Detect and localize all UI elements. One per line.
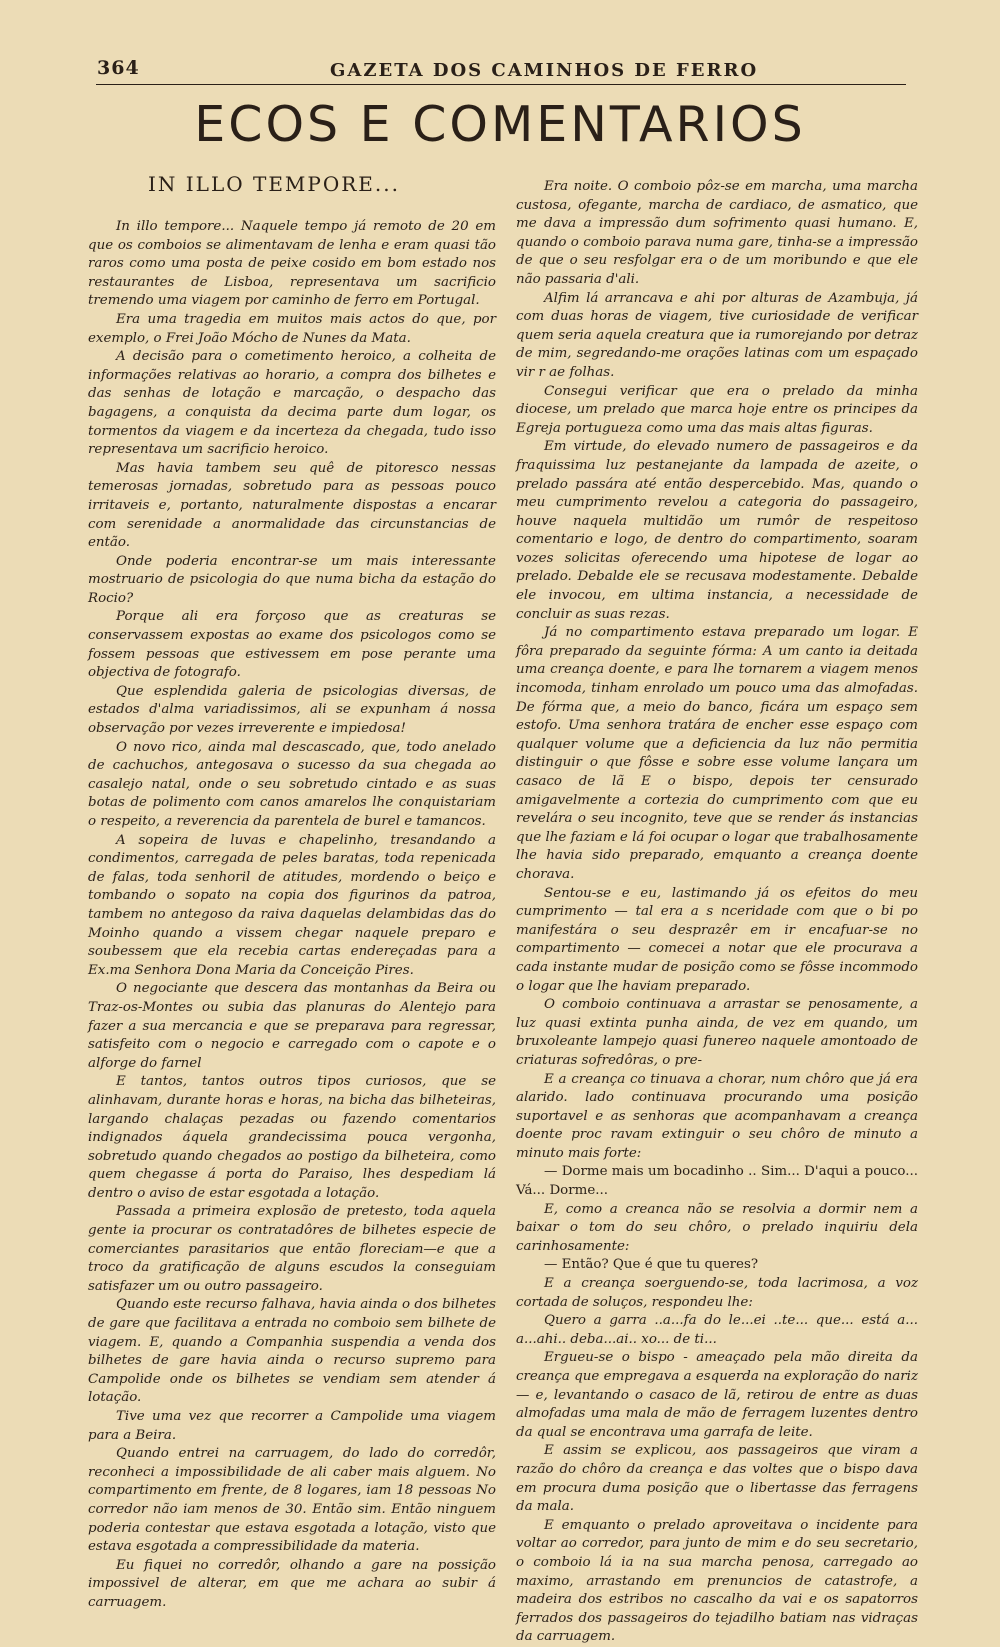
paragraph: O novo rico, ainda mal descascado, que, todo anelado de cachuchos, antegosava o sucesso da sua chegada ao casalejo natal, onde o seu sobretudo cintado e as suas botas de polimento com canos amarelos lhe conquistariam o respeito, a reverencia da parentela de burel e tamancos. [88, 739, 496, 829]
paragraph: Passada a primeira explosão de pretesto, toda aquela gente ia procurar os contratadôres de bilhetes especie de comerciantes parasitarios que então floreciam—e que a troco da gratificação de alguns escudos la conseguiam satisfazer um ou outro passageiro. [88, 1204, 496, 1294]
paragraph: Consegui verificar que era o prelado da minha diocese, um prelado que marca hoje entre os principes da Egreja portugueza como uma das mais altas figuras. [516, 383, 918, 436]
paragraph: Que esplendida galeria de psicologias diversas, de estados d'alma variadissimos, ali se expunham á nossa observação por vezes irreverente e impiedosa! [88, 683, 496, 737]
paragraph: E tantos, tantos outros tipos curiosos, que se alinhavam, durante horas e horas, na bicha das bilheteiras, largando chalaças pezadas ou fazendo comentarios indignados áquela grandecissima pouca vergonha, sobretudo quando chegados ao postigo da bilheteira, como quem chegasse á porta do Paraiso, lhes despediam lá dentro o aviso de estar esgotada a lotação. [88, 1074, 496, 1201]
running-head: GAZETA DOS CAMINHOS DE FERRO [330, 60, 759, 81]
paragraph: E a creança soerguendo-se, toda lacrimosa, a voz cortada de soluços, respondeu lhe: [516, 1276, 918, 1310]
header-rule [96, 84, 906, 85]
paragraph: E assim se explicou, aos passageiros que viram a razão do chôro da creança e das voltes que o bispo dava em procura duma posição que o libertasse das ferragens da mala. [516, 1443, 918, 1515]
paragraph: Tive uma vez que recorrer a Campolide uma viagem para a Beira. [88, 1409, 496, 1443]
paragraph: Sentou-se e eu, lastimando já os efeitos do meu cumprimento — tal era a s nceridade com que o bi po manifestára o seu desprazêr em ir encafuar-se no compartimento — comecei a notar que ele procurava a cada instante mudar de posição como se fôsse incommodo o logar que lhe haviam preparado. [516, 885, 918, 994]
article-title: IN ILLO TEMPORE... [148, 172, 400, 196]
paragraph: Quando entrei na carruagem, do lado do corredôr, reconheci a impossibilidade de ali caber mais alguem. No compartimento em frente, de 8 logares, iam 18 pessoas No corredor não iam menos de 30. Então sim. Então ninguem poderia contestar que estava esgotada a lotação, visto que estava esgotada a compressibilidade da materia. [88, 1446, 496, 1555]
paragraph: Mas havia tambem seu quê de pitoresco nessas temerosas jornadas, sobretudo para as pessoas pouco irritaveis e, portanto, naturalmente dispostas a encarar com serenidade a anormalidade das circunstancias de então. [88, 460, 496, 551]
paragraph: E emquanto o prelado aproveitava o incidente para voltar ao corredor, para junto de mim e do seu secretario, o comboio lá ia na sua marcha penosa, carregado ao maximo, arrastando em prenuncios de catastrofe, a madeira dos estribos no cascalho da vai e os sapatorros ferrados dos passageiros do tejadilho batiam nas vidraças da carruagem. [516, 1517, 918, 1645]
article-column-left [88, 172, 496, 1613]
paragraph: Já no compartimento estava preparado um logar. E fôra preparado da seguinte fórma: A um canto ia deitada uma creança doente, e para lhe tornarem a viagem menos incomoda, tinham enrolado um pouco uma das almofadas. De fórma que, a meio do banco, ficára um espaço sem estofo. Uma senhora tratára de encher esse espaço com qualquer volume que a deficiencia da luz não permitia distinguir o que fôsse e sobre esse volume lançara um casaco de lã E o bispo, depois ter censurado amigavelmente a cortezia do cumprimento com que eu revelára o seu incognito, teve que se render ás instancias que lhe faziam e lá foi ocupar o logar que trabalhosamente lhe havia sido preparado, emquanto a creança doente chorava. [516, 625, 918, 882]
paragraph: A sopeira de luvas e chapelinho, tresandando a condimentos, carregada de peles baratas, toda repenicada de falas, toda senhoril de atitudes, mordendo o beiço e tombando o sopato na copia dos figurinos da patroa, tambem no antegoso da raiva daquelas delambidas das do Moinho quando a vissem chegar naquele preparo e soubessem que ela recebia cartas endereçadas para a Ex.ma Senhora Dona Maria da Conceição Pires. [88, 832, 496, 978]
article-column-right [516, 178, 918, 1647]
dialogue-line: — Então? Que é que tu queres? [544, 1257, 759, 1273]
paragraph: A decisão para o cometimento heroico, a colheita de informações relativas ao horario, a compra dos bilhetes e das senhas de lotação e marcação, o despacho das bagagens, a conquista da decima parte dum logar, os tormentos da viagem e da incerteza da chegada, tudo isso representava um sacrificio heroico. [88, 349, 496, 458]
paragraph: Era noite. O comboio pôz-se em marcha, uma marcha custosa, ofegante, marcha de cardiaco, de asmatico, que me dava a impressão dum sofrimento quasi humano. E, quando o comboio parava numa gare, tinha-se a impressão de que o seu resfolgar era o de um moribundo e que ele não passaria d'ali. [516, 179, 918, 287]
paragraph: Ergueu-se o bispo - ameaçado pela mão direita da creança que empregava a esquerda na exploração do nariz — e, levantando o casaco de lã, retirou de entre as duas almofadas uma mala de mão de ferragem luzentes dentro da qual se encontrava uma garrafa de leite. [516, 1350, 918, 1440]
paragraph: Era uma tragedia em muitos mais actos do que, por exemplo, o Frei João Mócho de Nunes da Mata. [88, 311, 496, 346]
paragraph: Eu fiquei no corredôr, olhando a gare na possição impossivel de alterar, em que me achara ao subir á carruagem. [88, 1557, 496, 1610]
dialogue-line: Quero a garra ..a...fa do le...ei ..te... que... está a... a...ahi.. deba...ai.. xo... de ti... [516, 1313, 918, 1347]
section-title: ECOS E COMENTARIOS [194, 96, 806, 153]
paragraph: O comboio continuava a arrastar se penosamente, a luz quasi extinta punha ainda, de vez em quando, um bruxoleante lampejo quasi funereo naquele amontoado de criaturas sofredôras, o pre- [516, 997, 918, 1068]
paragraph: In illo tempore... Naquele tempo já remoto de 20 em que os comboios se alimentavam de lenha e eram quasi tão raros como uma posta de peixe cosido em bom estado nos restaurantes de Lisboa, representava um sacrificio tremendo uma viagem por caminho de ferro em Portugal. [88, 219, 496, 309]
paragraph: E, como a creanca não se resolvia a dormir nem a baixar o tom do seu chôro, o prelado inquiriu dela carinhosamente: [516, 1201, 918, 1254]
dialogue-line: — Dorme mais um bocadinho .. Sim... D'aqui a pouco... Vá... Dorme... [516, 1164, 918, 1199]
paragraph: Onde poderia encontrar-se um mais interessante mostruario de psicologia do que numa bicha da estação do Rocio? [88, 553, 496, 606]
paragraph: E a creança co tinuava a chorar, num chôro que já era alarido. lado continuava procurando uma posição suportavel e as senhoras que acompanhavam a creança doente proc ravam extinguir o seu chôro de minuto a minuto mais forte: [516, 1071, 918, 1161]
page-number: 364 [97, 57, 140, 79]
paragraph: O negociante que descera das montanhas da Beira ou Traz-os-Montes ou subia das planuras do Alentejo para fazer a sua mercancia e que se preparava para regressar, satisfeito com o negocio e carregado com o capote e o alforge do farnel [88, 981, 496, 1071]
paragraph: Alfim lá arrancava e ahi por alturas de Azambuja, já com duas horas de viagem, tive curiosidade de verificar quem seria aquela creatura que ia rumorejando por detraz de mim, segredando-me orações latinas com um espaçado vir r ae folhas. [516, 290, 918, 380]
paragraph: Quando este recurso falhava, havia ainda o dos bilhetes de gare que facilitava a entrada no comboio sem bilhete de viagem. E, quando a Companhia suspendia a venda dos bilhetes de gare havia ainda o recurso supremo para Campolide onde os bilhetes se vendiam sem atender á lotação. [88, 1297, 496, 1406]
paragraph: Porque ali era forçoso que as creaturas se conservassem expostas ao exame dos psicologos como se fossem pessoas que estivessem em pose perante uma objectiva de fotografo. [88, 609, 496, 681]
paragraph: Em virtude, do elevado numero de passageiros e da fraquissima luz pestanejante da lampada de azeite, o prelado passára até então despercebido. Mas, quando o meu cumprimento revelou a categoria do passageiro, houve naquela multidão um rumôr de respeitoso comentario e logo, de dentro do compartimento, soaram vozes solicitas oferecendo uma hipotese de logar ao prelado. Debalde ele se recusava modestamente. Debalde ele invocou, em ultima instancia, a necessidade de concluir as suas rezas. [516, 439, 918, 622]
